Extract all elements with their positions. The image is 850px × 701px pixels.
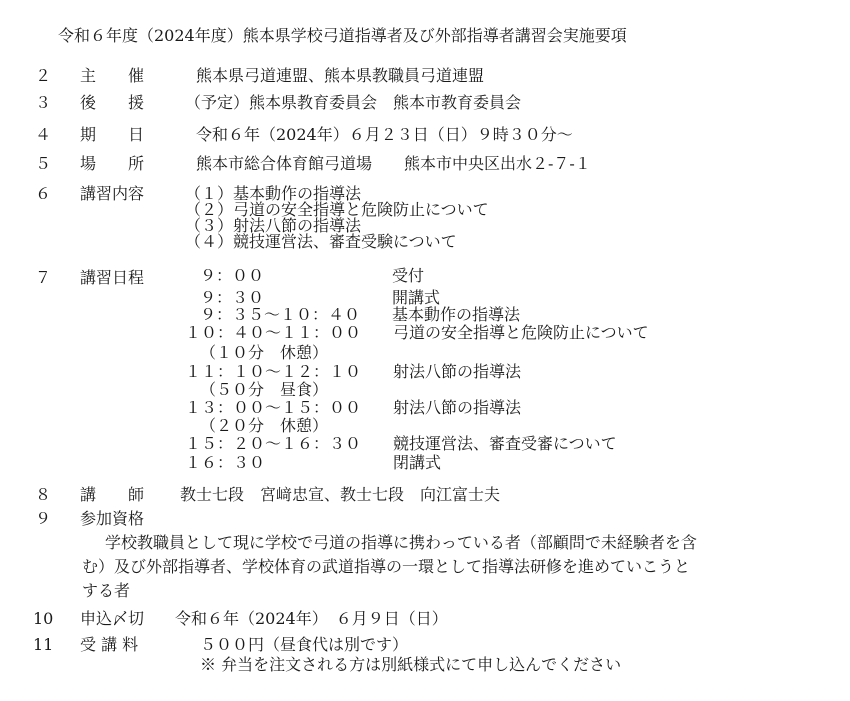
item-3-value: （予定）熊本県教育委員会 熊本市教育委員会 — [185, 93, 522, 112]
item-11-label: 受 講 料 — [80, 635, 139, 654]
item-2-label: 主 催 — [80, 66, 145, 85]
schedule-break: （２０分 休憩） — [200, 416, 329, 435]
schedule-row: １０：４０～１１：００ 弓道の安全指導と危険防止について — [185, 323, 649, 342]
content-line: （２）弓道の安全指導と危険防止について — [185, 200, 489, 219]
item-8-label: 講 師 — [80, 485, 145, 504]
item-9-number: ９ — [34, 509, 51, 528]
item-9-label: 参加資格 — [80, 509, 145, 528]
content-line: （３）射法八節の指導法 — [185, 216, 362, 235]
schedule-row: １１：１０～１２：１０ 射法八節の指導法 — [185, 362, 522, 381]
schedule-row: １５：２０～１６：３０ 競技運営法、審査受審について — [185, 434, 617, 453]
item-11-number: 11 — [33, 635, 54, 654]
item-11-note: ※ 弁当を注文される方は別紙様式にて申し込んでください — [200, 655, 622, 674]
item-6-label: 講習内容 — [80, 184, 145, 203]
schedule-row: １６：３０ 閉講式 — [185, 453, 442, 472]
content-line: （４）競技運営法、審査受験について — [185, 232, 457, 251]
item-10-value: 令和６年（2024年） ６月９日（日） — [175, 609, 448, 628]
item-4-number: ４ — [34, 125, 51, 144]
description-line: する者 — [82, 581, 131, 600]
schedule-row: １３：００～１５：００ 射法八節の指導法 — [185, 398, 522, 417]
document-title: 令和６年度（2024年度）熊本県学校弓道指導者及び外部指導者講習会実施要項 — [58, 26, 627, 45]
item-5-label: 場 所 — [80, 154, 145, 173]
item-6-number: ６ — [34, 184, 51, 203]
schedule-row: ９：００ 受付 — [200, 266, 425, 285]
item-8-number: ８ — [34, 485, 51, 504]
description-line: 学校教職員として現に学校で弓道の指導に携わっている者（部顧問で未経験者を含 — [105, 533, 697, 552]
item-5-value: 熊本市総合体育館弓道場 熊本市中央区出水２-７-１ — [196, 154, 591, 173]
item-6-content-list — [185, 186, 489, 250]
content-line: （１）基本動作の指導法 — [185, 184, 362, 203]
item-7-number: ７ — [34, 268, 51, 287]
item-3-number: ３ — [34, 93, 51, 112]
item-11-value: ５００円（昼食代は別です） — [200, 635, 409, 654]
item-5-number: ５ — [34, 154, 51, 173]
schedule-break: （１０分 休憩） — [200, 343, 329, 362]
item-3-label: 後 援 — [80, 93, 145, 112]
item-10-label: 申込〆切 — [80, 609, 145, 628]
item-8-value: 教士七段 宮﨑忠宣、教士七段 向江富士夫 — [180, 485, 501, 504]
schedule-row: ９：３５～１０：４０ 基本動作の指導法 — [200, 305, 521, 324]
item-4-label: 期 日 — [80, 125, 145, 144]
item-9-description — [82, 531, 697, 603]
item-7-label: 講習日程 — [80, 268, 145, 287]
schedule-row: ９：３０ 開講式 — [200, 288, 441, 307]
item-2-value: 熊本県弓道連盟、熊本県教職員弓道連盟 — [196, 66, 485, 85]
description-line: む）及び外部指導者、学校体育の武道指導の一環として指導法研修を進めていこうと — [82, 557, 691, 576]
item-2-number: ２ — [34, 66, 51, 85]
item-4-value: 令和６年（2024年）６月２３日（日）９時３０分～ — [196, 125, 573, 144]
schedule-break: （５０分 昼食） — [200, 380, 329, 399]
item-10-number: 10 — [33, 609, 54, 628]
